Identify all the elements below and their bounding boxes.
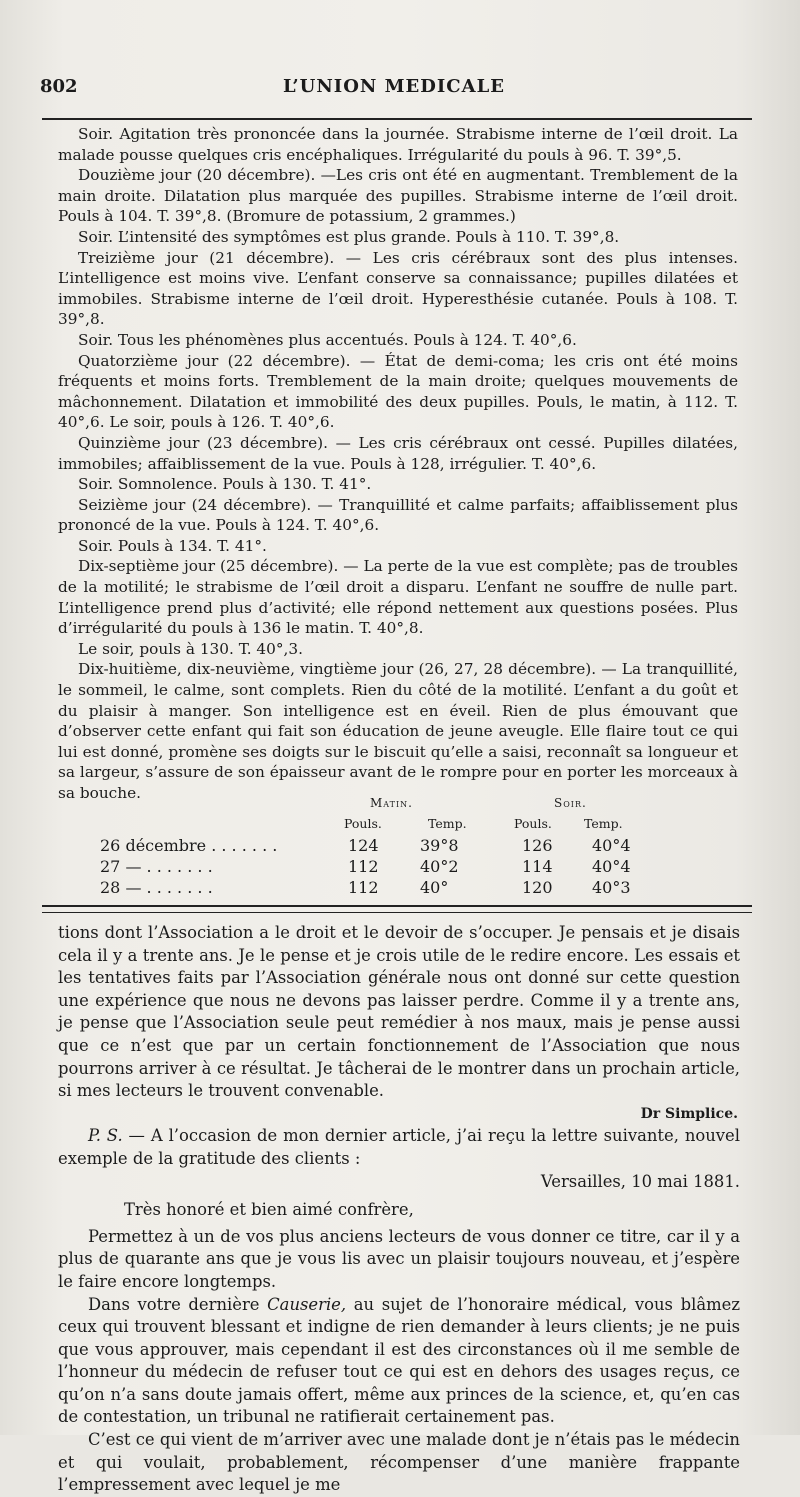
note-paragraph: Soir. Somnolence. Pouls à 130. T. 41°. <box>78 475 372 494</box>
header-rule <box>42 118 752 120</box>
group-header-soir: Soir. <box>554 796 587 810</box>
matin-temp: 39°8 <box>420 836 459 855</box>
soir-temp: 40°3 <box>592 878 631 897</box>
page-header <box>40 76 748 104</box>
matin-temp: 40°2 <box>420 857 459 876</box>
ps-label: P. S. <box>88 1126 123 1146</box>
letter-paragraph: Permettez à un de vos plus anciens lecteurs de vous donner ce titre, car il y a plus de quarante ans que je vous lis avec un plaisir toujours nouveau, et j’espère le faire encore longtemps. <box>58 1226 740 1291</box>
letter-paragraph <box>58 1294 740 1430</box>
table-group-header <box>58 796 738 816</box>
note-paragraph: Quatorzième jour (22 décembre). — État de demi-coma; les cris ont été moins fréquents et moins forts. Tremblement de la main droite; quelques mouvements de mâchonnement. Dilatation et immobilité des deux pupilles. Pouls, le matin, à 112. T. 40°,6. Le soir, pouls à 126. T. 40°,6. <box>58 351 738 432</box>
case-notes <box>58 124 738 804</box>
matin-temp: 40° <box>420 878 449 897</box>
soir-pouls: 126 <box>522 836 553 855</box>
page-number: 802 <box>40 76 78 97</box>
section-double-rule <box>42 905 752 913</box>
note-paragraph: Treizième jour (21 décembre). — Les cris cérébraux sont des plus intenses. L’intelligence est moins vive. L’enfant conserve sa connaissance; pupilles dilatées et immobiles. Strabisme interne de l’œil droit. Hyperesthésie cutanée. Pouls à 108. T. 39°,8. <box>58 248 738 329</box>
row-label: 26 décembre . . . . . . . <box>100 836 278 855</box>
note-paragraph: Soir. L’intensité des symptômes est plus grande. Pouls à 110. T. 39°,8. <box>78 227 620 246</box>
article-paragraph: tions dont l’Association a le droit et le devoir de s’occuper. Je pensais et je disais cela il y a trente ans. Je le pense et je crois utile de le redire encore. Les essais et les tentatives faits par l’Association générale nous ont donné sur cette question une expérience que nous ne devons pas laisser perdre. Comme il y a trente ans, je pense que l’Association seule peut remédier à nos maux, mais je pense aussi que ce n’est que par un certain fonctionnement de l’Association que nous pourrons arriver à ce résultat. Je tâcherai de le montrer dans un prochain article, si mes lecteurs le trouvent convenable. <box>58 923 740 1101</box>
note-paragraph: Soir. Tous les phénomènes plus accentués. Pouls à 124. T. 40°,6. <box>78 330 577 349</box>
table-row <box>58 878 738 899</box>
letter-text: au sujet de l’honoraire médical, vous blâmez ceux qui trouvent blessant et indigne de rien demander à leurs clients; je ne puis que vous approuver, mais cependant il est des circonstances où il me semble de l’honneur du médecin de refuser tout ce qui est en dehors des usages reçus, ce qu’on n’a sans doute jamais offert, même aux princes de la science, et, qu’en cas de contestation, un tribunal ne ratifierait certainement pas. <box>58 1294 740 1427</box>
letter-salutation: Très honoré et bien aimé confrère, <box>124 1200 414 1220</box>
postscript <box>58 1125 740 1170</box>
sub-header-pouls: Pouls. <box>514 816 552 831</box>
row-label: 27 — . . . . . . . <box>100 857 213 876</box>
note-paragraph: Le soir, pouls à 130. T. 40°,3. <box>78 639 303 658</box>
matin-pouls: 112 <box>348 857 379 876</box>
ps-text: — A l’occasion de mon dernier article, j’ai reçu la lettre suivante, nouvel exemple de la gratitude des clients : <box>58 1126 741 1168</box>
group-header-matin: Matin. <box>370 796 413 810</box>
note-paragraph: Douzième jour (20 décembre). —Les cris ont été en augmentant. Tremblement de la main droite. Dilatation plus marquée des pupilles. Strabisme interne de l’œil droit. Pouls à 104. T. 39°,8. (Bromure de potassium, 2 grammes.) <box>58 166 738 226</box>
note-paragraph: Soir. Agitation très prononcée dans la journée. Strabisme interne de l’œil droit. La malade pousse quelques cris encéphaliques. Irrégularité du pouls à 96. T. 39°,5. <box>58 125 738 164</box>
sub-header-temp: Temp. <box>428 816 467 831</box>
soir-pouls: 114 <box>522 857 553 876</box>
sub-header-pouls: Pouls. <box>344 816 382 831</box>
vitals-table <box>58 796 738 899</box>
note-paragraph: Quinzième jour (23 décembre). — Les cris cérébraux ont cessé. Pupilles dilatées, immobiles; affaiblissement de la vue. Pouls à 128, irrégulier. T. 40°,6. <box>58 433 738 473</box>
table-row <box>58 857 738 878</box>
sub-header-temp: Temp. <box>584 816 623 831</box>
letter-text: Dans votre dernière <box>88 1294 268 1314</box>
running-head: L’UNION MEDICALE <box>283 76 505 97</box>
note-paragraph: Soir. Pouls à 134. T. 41°. <box>78 536 267 555</box>
note-paragraph: Dix-huitième, dix-neuvième, vingtième jour (26, 27, 28 décembre). — La tranquillité, le sommeil, le calme, sont complets. Rien du côté de la motilité. L’enfant a du goût et du plaisir à manger. Son intelligence est en éveil. Rien de plus émouvant que d’observer cette enfant qui fait son éducation de jeune aveugle. Elle flaire tout ce qui lui est donné, promène ses doigts sur le biscuit qu’elle a saisi, reconnaît sa longueur et sa largeur, s’assure de son épaisseur avant de le rompre pour en porter les morceaux à sa bouche. <box>58 660 738 802</box>
matin-pouls: 124 <box>348 836 379 855</box>
row-label: 28 — . . . . . . . <box>100 878 213 897</box>
letter-emphasis: Causerie, <box>267 1294 347 1314</box>
article-body <box>58 922 740 1497</box>
letter-paragraph: C’est ce qui vient de m’arriver avec une malade dont je n’étais pas le médecin et qui voulait, probablement, récompenser d’une manière frappante l’empressement avec lequel je me <box>58 1430 740 1495</box>
soir-temp: 40°4 <box>592 836 631 855</box>
note-paragraph: Dix-septième jour (25 décembre). — La perte de la vue est complète; pas de troubles de la motilité; le strabisme de l’œil droit a disparu. L’enfant ne souffre de nulle part. L’intelligence prend plus d’activité; elle répond nettement aux questions posées. Plus d’irrégularité du pouls à 136 le matin. T. 40°,8. <box>58 557 738 638</box>
letter-dateline: Versailles, 10 mai 1881. <box>540 1171 740 1191</box>
soir-temp: 40°4 <box>592 857 631 876</box>
table-row <box>58 836 738 857</box>
note-paragraph: Seizième jour (24 décembre). — Tranquillité et calme parfaits; affaiblissement plus prononcé de la vue. Pouls à 124. T. 40°,6. <box>58 495 738 535</box>
author-signature: Dr Simplice. <box>640 1105 738 1122</box>
matin-pouls: 112 <box>348 878 379 897</box>
table-sub-header <box>58 816 738 836</box>
soir-pouls: 120 <box>522 878 553 897</box>
